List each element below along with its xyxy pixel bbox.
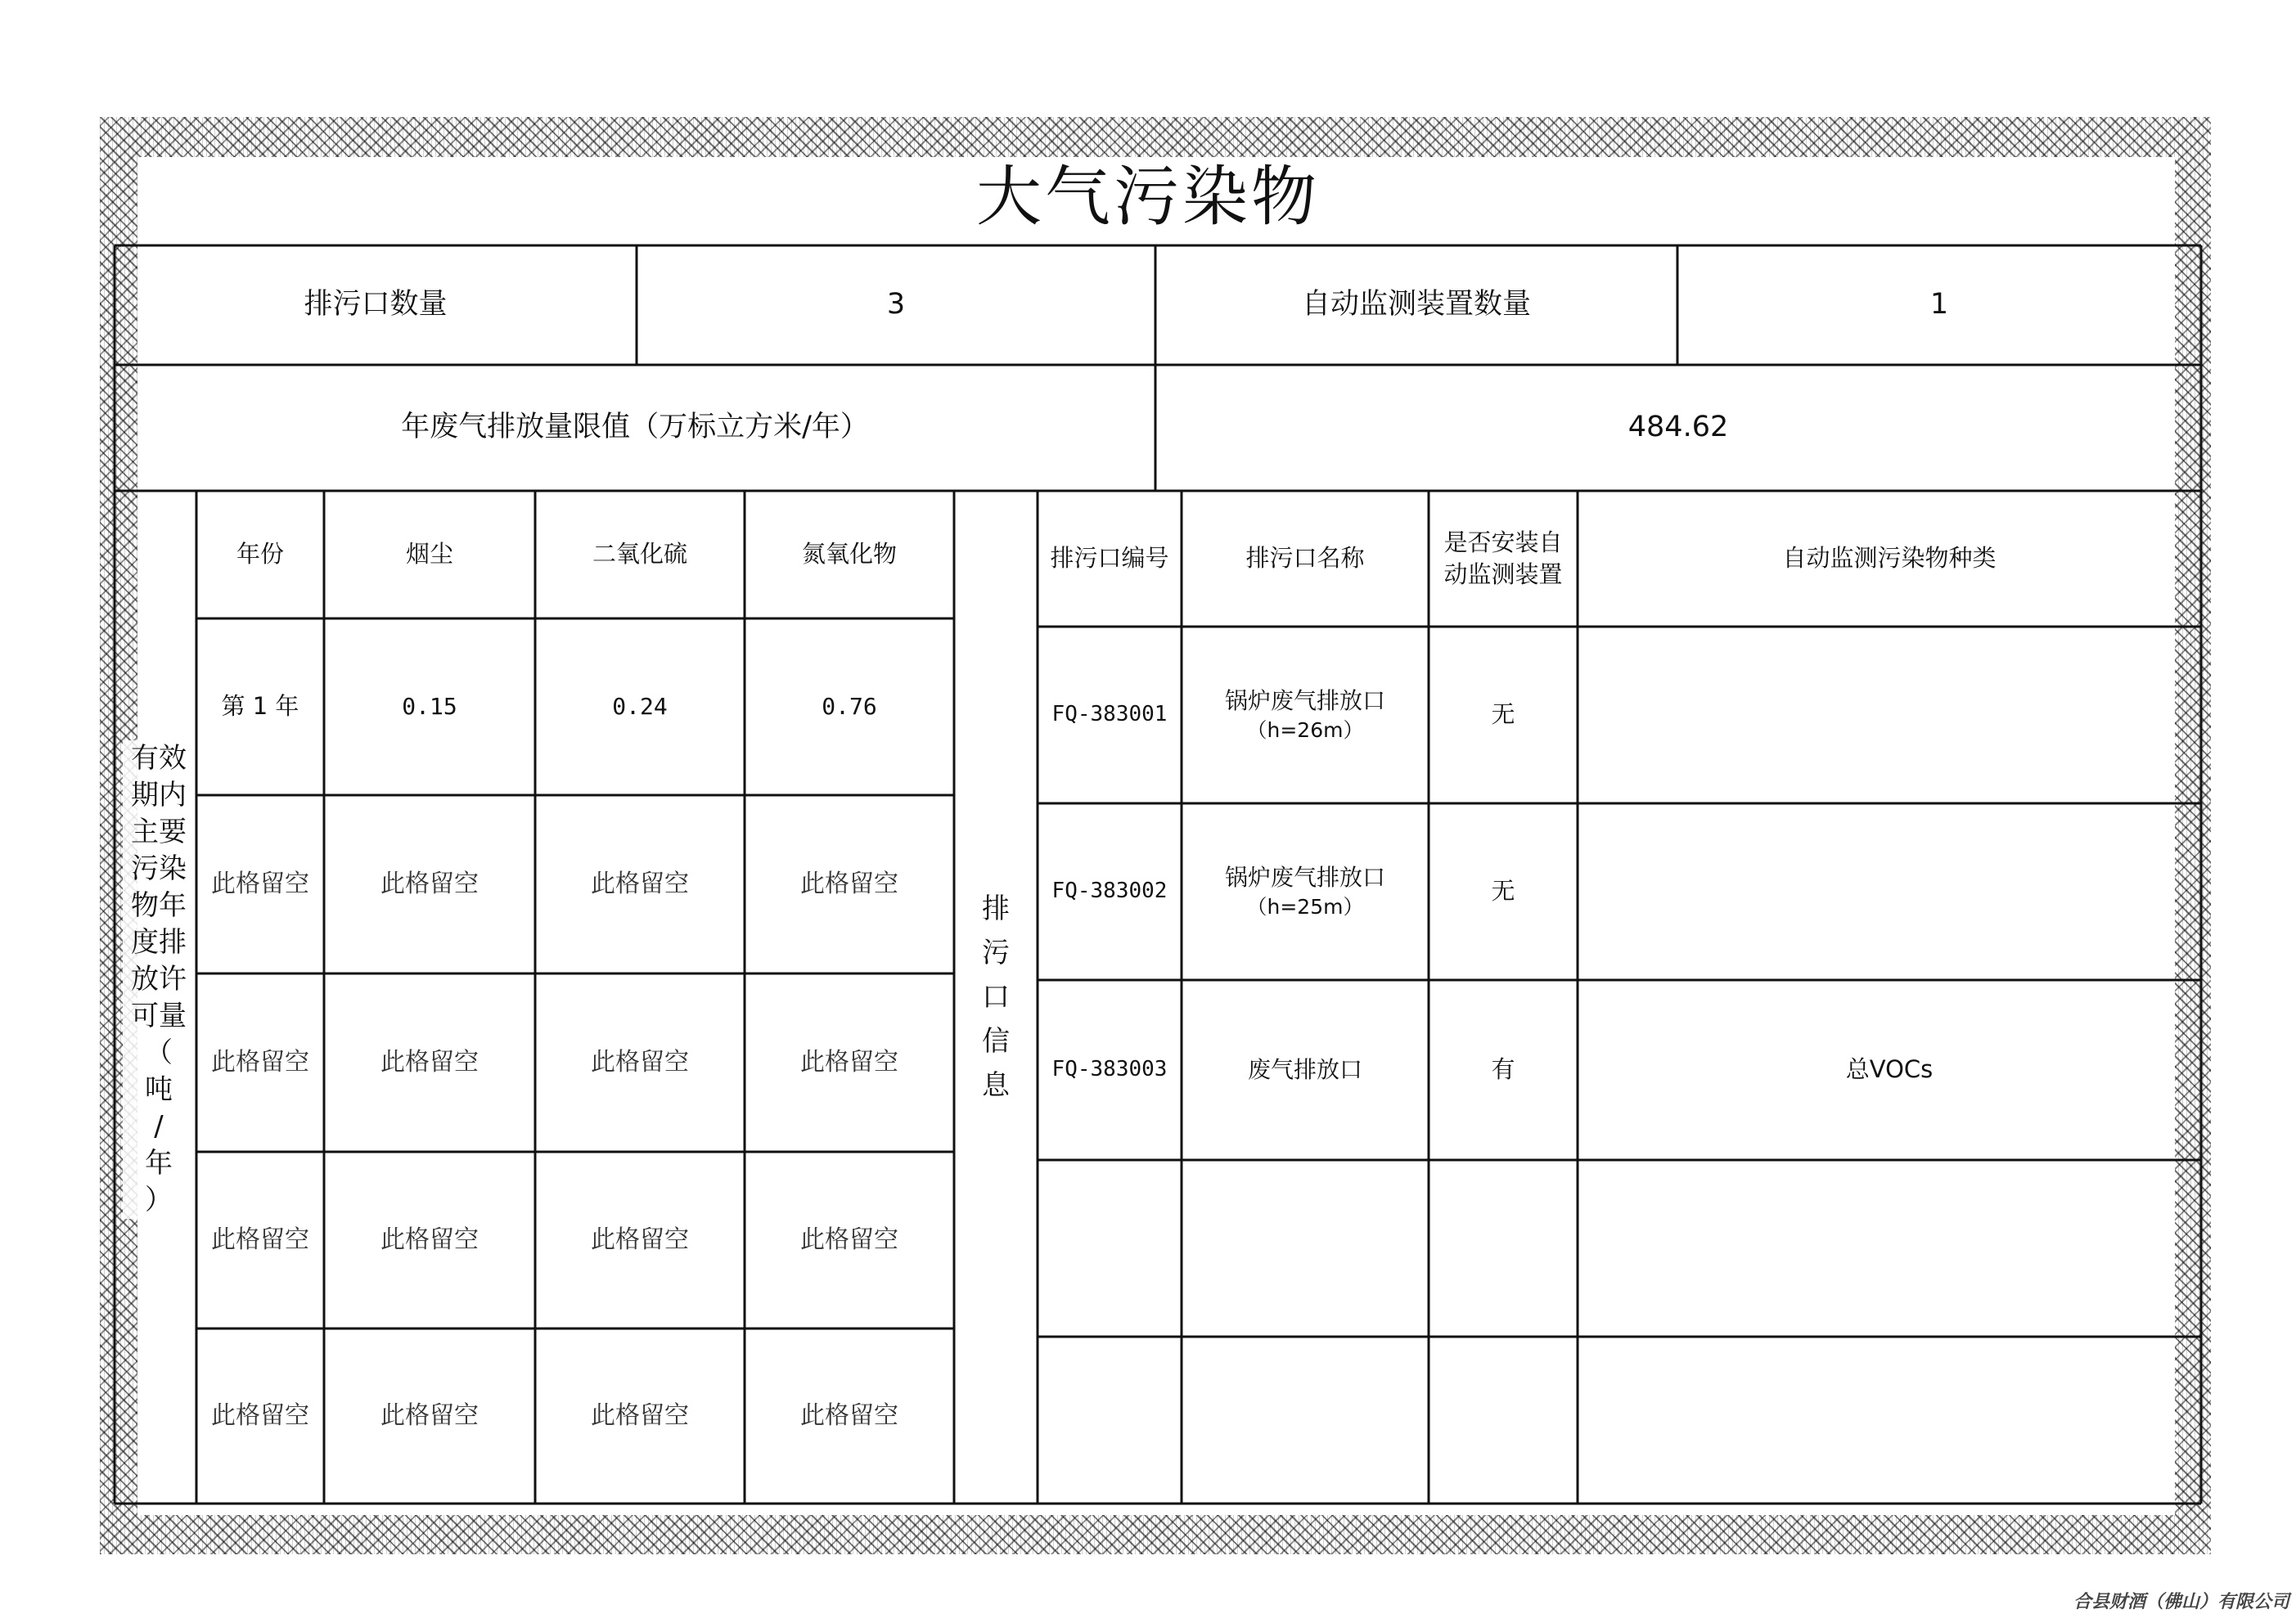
outlet-label-char: 口 (982, 981, 1010, 1014)
side-char: 内 (159, 779, 187, 812)
side-char: ） (145, 1184, 173, 1216)
side-char: 吨 (145, 1073, 173, 1106)
side-char: 年 (159, 889, 187, 922)
emission-cell-nox: 此格留空 (800, 1225, 898, 1254)
emission-cell-nox: 此格留空 (800, 869, 898, 898)
header-year: 年份 (236, 540, 284, 569)
side-char: 量 (159, 1000, 187, 1032)
monitor-count-label: 自动监测装置数量 (1301, 288, 1531, 321)
outlet-cell-auto-monitor (1429, 1337, 1578, 1504)
outlet-height-text: （h=26m） (1246, 718, 1364, 743)
emission-cell-smoke-dust: 0.15 (402, 693, 457, 721)
side-char: 可 (131, 1000, 159, 1032)
outlet-cell-pollutants: 总VOCs (1845, 1055, 1934, 1084)
header-monitored-pollutants: 自动监测污染物种类 (1782, 544, 1997, 573)
side-char: 有 (131, 742, 159, 775)
emission-cell-so2: 0.24 (612, 693, 668, 721)
outlet-cell-pollutants (1578, 627, 2201, 803)
outlet-name-text: 锅炉废气排放口 (1224, 687, 1385, 715)
outlet-name-text: 锅炉废气排放口 (1224, 864, 1385, 892)
side-char: / (154, 1110, 164, 1143)
outlet-count-value: 3 (886, 288, 906, 321)
outlet-cell-auto-monitor: 无 (1491, 877, 1515, 906)
header-smoke-dust: 烟尘 (405, 540, 453, 569)
monitor-count-value: 1 (1929, 288, 1949, 321)
outlet-cell-pollutants (1578, 803, 2201, 980)
header-outlet-name: 排污口名称 (1245, 544, 1365, 573)
annual-permitted-emission-side-label (123, 740, 195, 1219)
side-char: 年 (145, 1147, 173, 1180)
annual-limit-value: 484.62 (1627, 411, 1729, 444)
outlet-name-text: 废气排放口 (1247, 1056, 1362, 1084)
header-sulfur-dioxide: 二氧化硫 (592, 540, 687, 569)
side-char: 效 (159, 742, 187, 775)
emission-cell-so2: 此格留空 (591, 869, 689, 898)
emission-cell-year: 此格留空 (211, 1225, 309, 1254)
emission-cell-year: 此格留空 (211, 1047, 309, 1077)
outlet-cell-pollutants (1578, 1337, 2201, 1504)
emission-cell-nox: 此格留空 (800, 1047, 898, 1077)
page-title: 大气污染物 (976, 159, 1320, 235)
side-char: 期 (131, 779, 159, 812)
annual-limit-label: 年废气排放量限值（万标立方米/年） (401, 411, 869, 444)
emission-cell-so2: 此格留空 (591, 1047, 689, 1077)
outlet-info-section-label (954, 491, 1038, 1504)
side-char: 污 (131, 852, 159, 885)
emission-cell-smoke-dust: 此格留空 (380, 869, 479, 898)
header-nitrogen-oxides: 氮氧化物 (801, 540, 897, 569)
side-char: 要 (159, 816, 187, 848)
emission-cell-nox: 0.76 (822, 693, 877, 721)
emission-cell-year: 此格留空 (211, 869, 309, 898)
footer-company-text: 合县财酒（佛山）有限公司 (2073, 1592, 2289, 1612)
side-char: （ (145, 1036, 173, 1069)
outlet-cell-code: FQ-383002 (1051, 879, 1168, 904)
side-char: 染 (159, 852, 187, 885)
outlet-count-label: 排污口数量 (304, 288, 448, 321)
emission-cell-nox: 此格留空 (800, 1400, 898, 1430)
emission-cell-year: 此格留空 (211, 1400, 309, 1430)
outlet-cell-code: FQ-383003 (1051, 1057, 1168, 1082)
emission-cell-so2: 此格留空 (591, 1400, 689, 1430)
outlet-cell-pollutants (1578, 1160, 2201, 1337)
outlet-label-char: 污 (982, 937, 1010, 969)
outlet-cell-name (1182, 980, 1429, 1160)
outlet-label-char: 息 (982, 1069, 1010, 1102)
side-char: 度 (131, 926, 159, 959)
header-outlet-code: 排污口编号 (1050, 544, 1169, 573)
outlet-height-text: （h=25m） (1246, 895, 1364, 919)
outlet-cell-code (1038, 1337, 1182, 1504)
outlet-cell-name (1182, 1337, 1429, 1504)
outlet-label-char: 信 (982, 1025, 1010, 1058)
outlet-cell-code: FQ-383001 (1051, 702, 1168, 727)
emission-cell-smoke-dust: 此格留空 (380, 1225, 479, 1254)
outlet-cell-auto-monitor: 无 (1491, 700, 1515, 729)
emission-cell-smoke-dust: 此格留空 (380, 1400, 479, 1430)
emission-cell-so2: 此格留空 (591, 1225, 689, 1254)
header-auto-monitor-installed: 是否安装自动监测装置 (1443, 528, 1563, 588)
side-char: 主 (131, 816, 159, 848)
outlet-cell-name (1182, 627, 1429, 803)
outlet-cell-auto-monitor: 有 (1491, 1055, 1515, 1084)
outlet-cell-code (1038, 1160, 1182, 1337)
emission-cell-year: 第 1 年 (221, 692, 299, 721)
side-char: 排 (159, 926, 187, 959)
side-char: 放 (131, 963, 159, 996)
side-char: 物 (131, 889, 159, 922)
outlet-cell-name (1182, 803, 1429, 980)
outlet-cell-auto-monitor (1429, 1160, 1578, 1337)
outlet-cell-name (1182, 1160, 1429, 1337)
side-char: 许 (159, 963, 187, 996)
emission-cell-smoke-dust: 此格留空 (380, 1047, 479, 1077)
outlet-label-char: 排 (982, 892, 1010, 925)
